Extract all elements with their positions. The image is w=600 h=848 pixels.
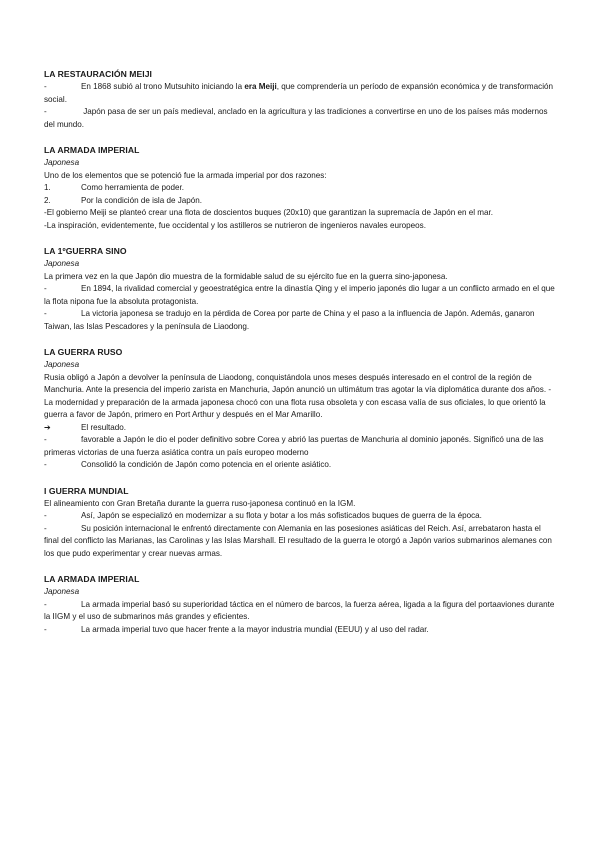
section-title: LA ARMADA IMPERIAL — [44, 574, 140, 584]
section-restauracion-meiji — [44, 68, 556, 131]
bullet-marker: - — [44, 107, 47, 116]
section-subtitle: Japonesa — [44, 587, 80, 596]
section-subtitle: Japonesa — [44, 259, 80, 268]
section-title: I GUERRA MUNDIAL — [44, 485, 129, 496]
list-item — [44, 283, 556, 308]
bullet-marker: - — [44, 309, 47, 318]
item-text-bold: era Meiji — [244, 82, 277, 91]
section-guerra-sino-japonesa — [44, 245, 556, 333]
section-subtitle: Japonesa — [44, 360, 80, 369]
section-primera-guerra-mundial — [44, 485, 556, 561]
section-title: LA GUERRA RUSO — [44, 347, 123, 357]
item-text: En 1894, la rivalidad comercial y geoestratégica entre la dinastía Qing y el imperio japonés dio lugar a un conflicto armado en el que la flota nipona fue la absoluta protagonista. — [44, 284, 555, 306]
section-title: LA 1ºGUERRA SINO — [44, 246, 127, 256]
list-item — [44, 523, 556, 561]
item-text: Así, Japón se especializó en modernizar a su flota y botar a los más sofisticados buques de guerra de la época. — [81, 511, 482, 520]
paragraph: -La inspiración, evidentemente, fue occidental y los astilleros se nutrieron de ingenieros navales europeos. — [44, 220, 426, 230]
bullet-marker: - — [44, 460, 47, 469]
item-text: El resultado. — [81, 422, 126, 432]
item-text: La armada imperial basó su superioridad táctica en el número de barcos, la fuerza aérea, ligada a la figura del portaaviones durante la IIGM y el uso de submarinos más grandes y eficientes. — [44, 599, 555, 621]
bullet-marker: - — [44, 523, 47, 533]
list-item — [44, 434, 556, 459]
list-item — [44, 308, 556, 333]
number-marker: 2. — [44, 195, 51, 205]
item-text: En 1868 subió al trono Mutsuhito iniciando la — [81, 82, 245, 91]
list-item — [44, 106, 556, 131]
section-armada-imperial-2 — [44, 573, 556, 636]
bullet-marker: - — [44, 511, 47, 520]
item-text: La victoria japonesa se tradujo en la pérdida de Corea por parte de China y el paso a la influencia de Japón. Además, ganaron Taiwan, las Islas Pescadores y la península de Liaodong. — [44, 309, 535, 331]
bullet-marker: - — [44, 624, 47, 634]
number-marker: 1. — [44, 183, 51, 192]
list-item — [44, 182, 556, 195]
list-item — [44, 422, 556, 435]
item-text: La armada imperial tuvo que hacer frente a la mayor industria mundial (EEUU) y al uso del radar. — [81, 624, 429, 634]
paragraph: -El gobierno Meiji se planteó crear una flota de doscientos buques (20x10) que garantizan la supremacía de Japón en el mar. — [44, 208, 494, 217]
section-intro: Rusia obligó a Japón a devolver la península de Liaodong, conquistándola unos meses después interesado en el control de la región de Manchuria. Ante la presencia del imperio zarista en Manchuria, Japón anunció un ultimátum tras agotar la vía diplomática durante dos años. -La modernidad y preparación de la armada japonesa chocó con una flota rusa obsoleta y con escasa valía de sus oficiales, lo que orientó la guerra a favor de Japón, primero en Port Arthur y después en el Mar Amarillo. — [44, 372, 552, 419]
item-text: favorable a Japón le dio el poder definitivo sobre Corea y abrió las puertas de Manchuria al dominio japonés. Significó una de las primeras victorias de una fuerza asiática contra un país europeo moderno — [44, 435, 544, 457]
list-item — [44, 81, 556, 106]
section-intro: El alineamiento con Gran Bretaña durante la guerra ruso-japonesa continuó en la IGM. — [44, 498, 356, 508]
item-text: , que comprendería un período de expansión económica y de transformación social. — [44, 82, 554, 104]
item-text: Consolidó la condición de Japón como potencia en el oriente asiático. — [81, 460, 332, 469]
item-text: Por la condición de isla de Japón. — [81, 195, 203, 205]
section-intro: La primera vez en la que Japón dio muestra de la formidable salud de su ejército fue en la guerra sino-japonesa. — [44, 271, 448, 281]
item-text: Como herramienta de poder. — [81, 183, 185, 192]
section-title: LA RESTAURACIÓN MEIJI — [44, 69, 152, 79]
section-armada-imperial — [44, 144, 556, 232]
bullet-marker: - — [44, 599, 47, 609]
list-item — [44, 510, 556, 523]
list-item — [44, 459, 556, 472]
list-item — [44, 624, 556, 637]
bullet-marker: - — [44, 82, 47, 91]
list-item — [44, 195, 556, 208]
section-subtitle: Japonesa — [44, 158, 80, 167]
section-intro: Uno de los elementos que se potenció fue la armada imperial por dos razones: — [44, 170, 327, 180]
item-text: Japón pasa de ser un país medieval, anclado en la agricultura y las tradiciones a convertirse en uno de los países más modernos del mundo. — [44, 107, 548, 129]
arrow-icon: ➔ — [44, 422, 51, 432]
section-title: LA ARMADA IMPERIAL — [44, 145, 140, 155]
list-item — [44, 599, 556, 624]
section-guerra-ruso-japonesa — [44, 346, 556, 472]
bullet-marker: - — [44, 435, 47, 444]
bullet-marker: - — [44, 284, 47, 293]
document-content — [44, 68, 556, 636]
item-text: Su posición internacional le enfrentó directamente con Alemania en las posesiones asiáticas del Reich. Así, arrebataron hasta el final del conflicto las Marianas, las Carolinas y las Islas Marshall. El resultado de la guerra le otorgó a Japón varios submarinos alemanes con los que pudo experimentar y crear nuevas armas. — [44, 523, 552, 558]
